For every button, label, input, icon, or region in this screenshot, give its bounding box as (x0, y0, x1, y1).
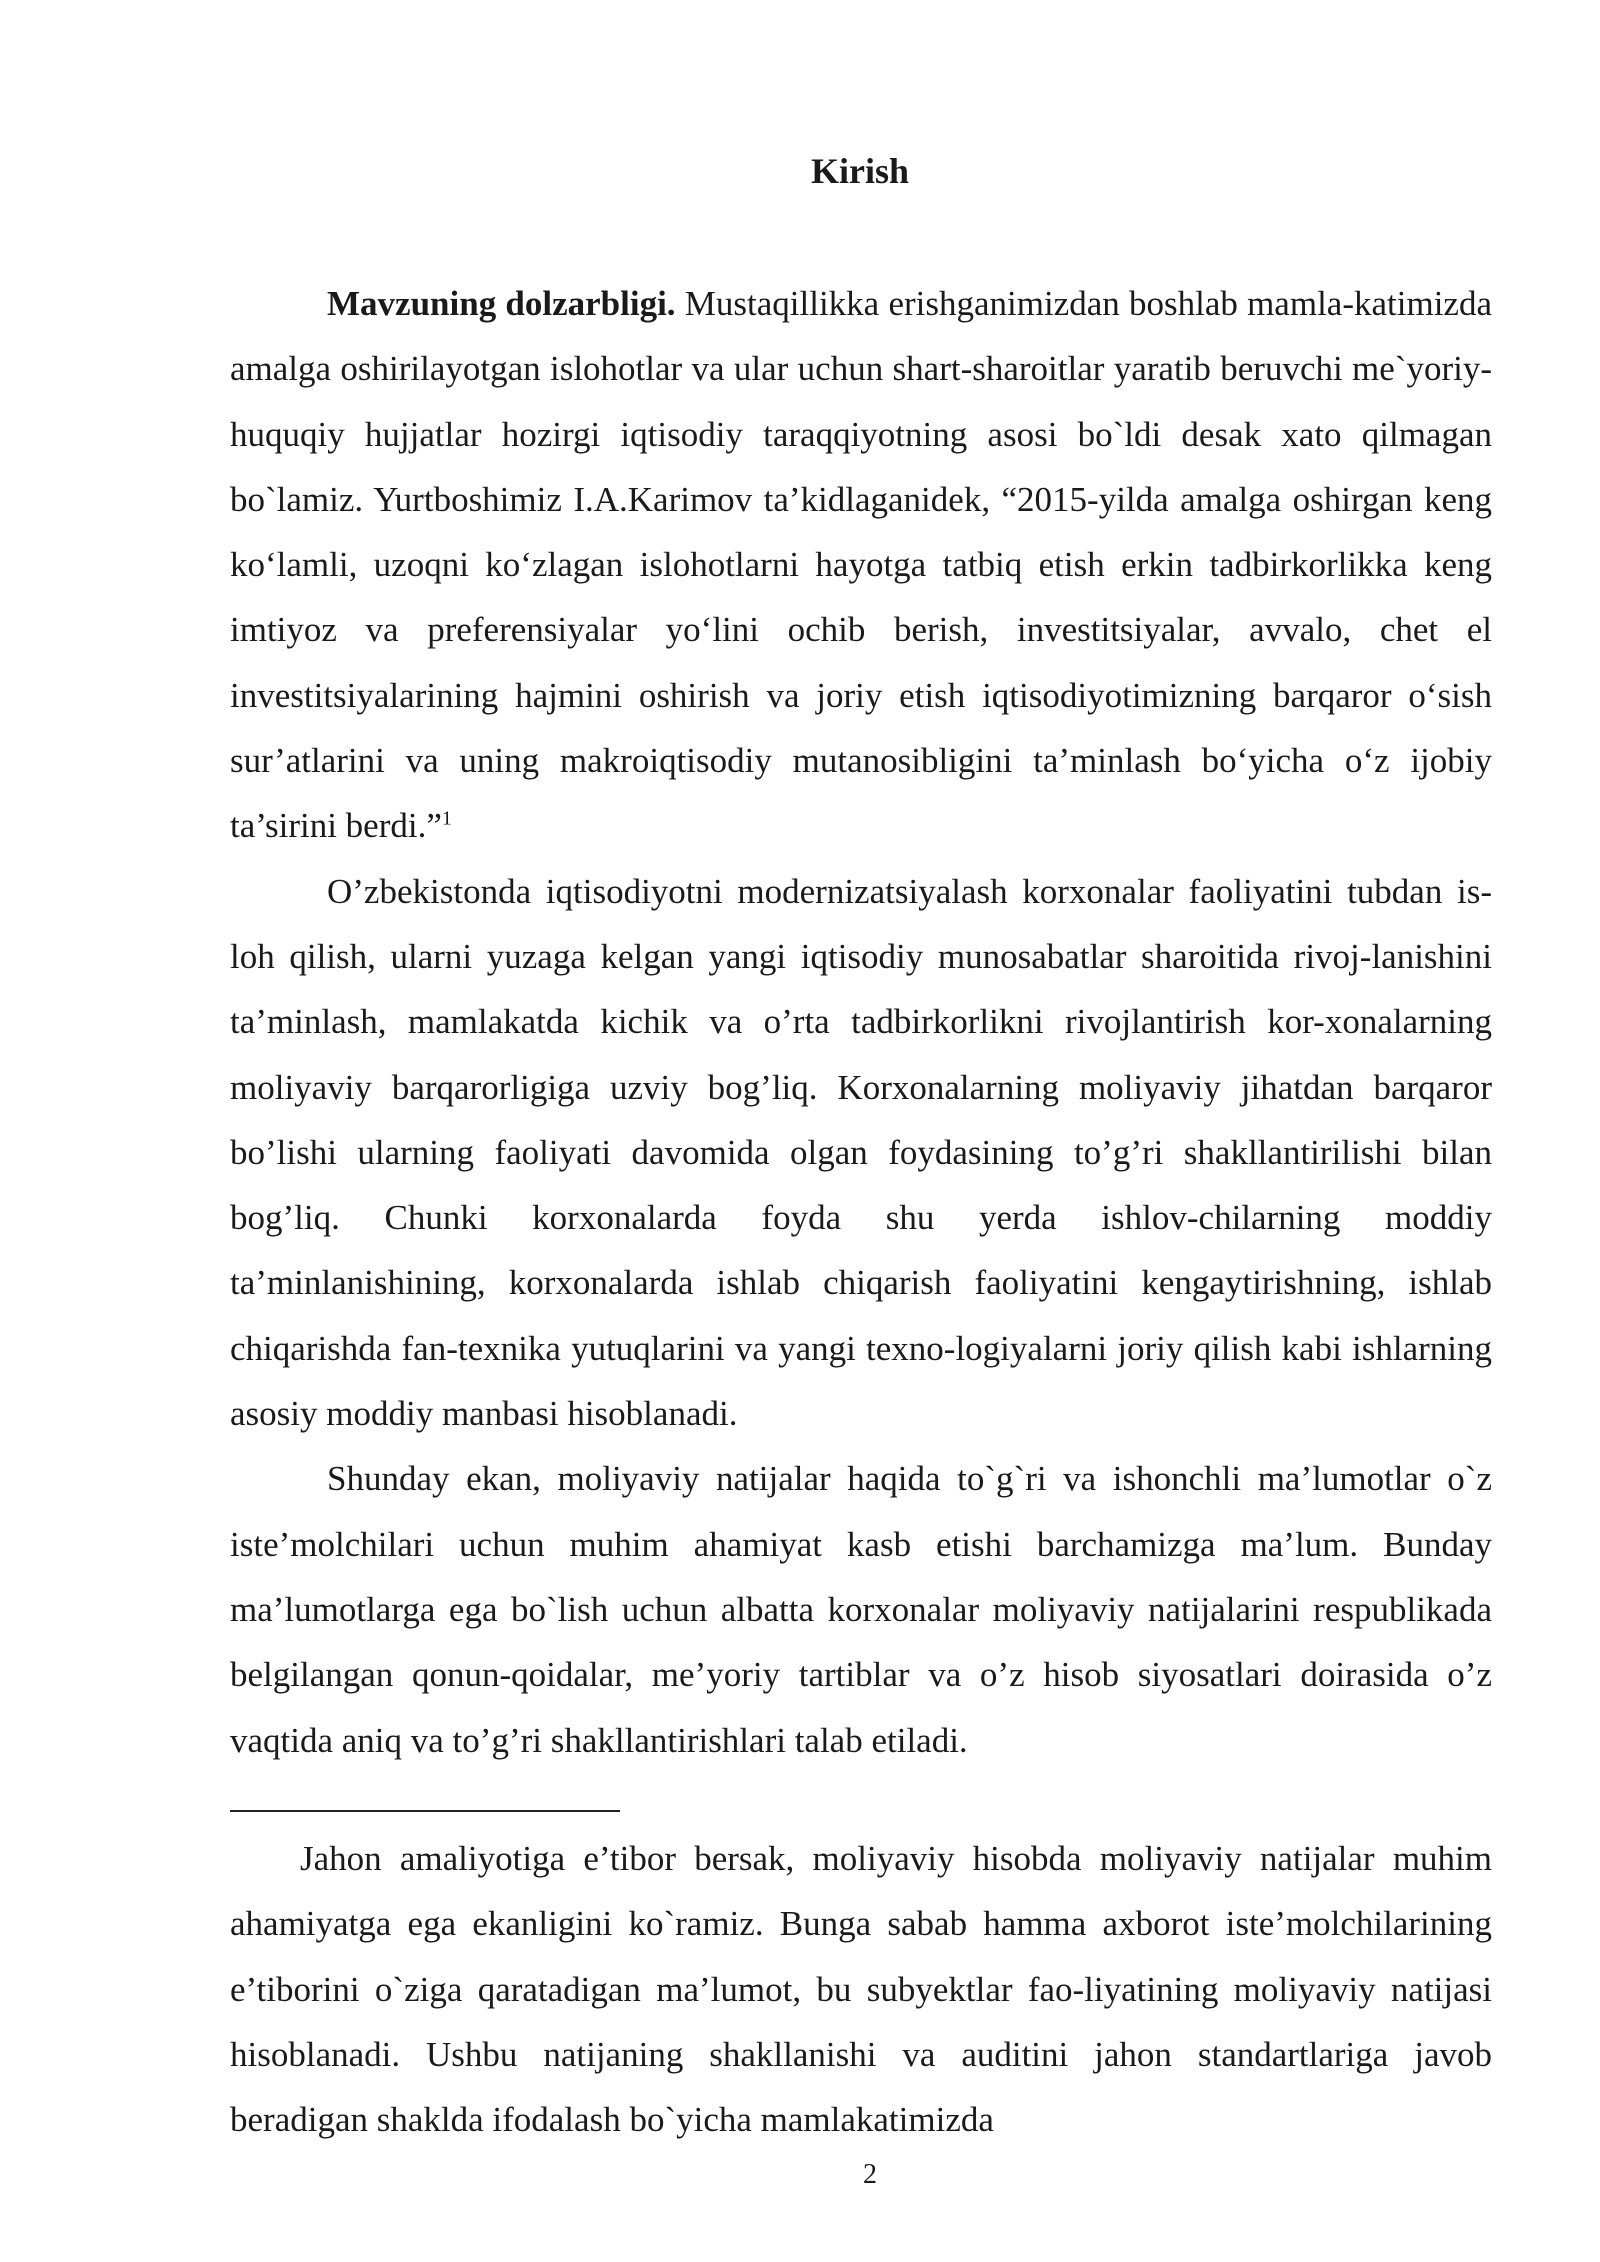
paragraph-world-practice: Jahon amaliyotiga e’tibor bersak, moliyaviy hisobda moliyaviy natijalar muhim ahamiyatga ega ekanligini ko`ramiz. Bunga sabab hamma axborot iste’molchilarining e’tiborini o`ziga qaratadigan ma’lumot, bu subyektlar fao-liyatining moliyaviy natijasi hisoblanadi. Ushbu natijaning shakllanishi va auditini jahon standartlariga javob beradigan shaklda ifodalash bo`yicha mamlakatimizda (230, 1839, 1492, 2140)
lower-text-block (230, 1826, 1492, 2152)
paragraph-modernization: O’zbekistonda iqtisodiyotni modernizatsiyalash korxonalar faoliyatini tubdan is-loh qilish, ularni yuzaga kelgan yangi iqtisodiy munosabatlar sharoitida rivoj-lanishini ta’minlash, mamlakatda kichik va o’rta tadbirkorlikni rivojlantirish kor-xonalarning moliyaviy barqarorligiga uzviy bog’liq. Korxonalarning moliyaviy jihatdan barqaror bo’lishi ularning faoliyati davomida olgan foydasining to’g’ri shakllantirilishi bilan bog’liq. Chunki korxonalarda foyda shu yerda ishlov-chilarning moddiy ta’minlanishining, korxonalarda ishlab chiqarish faoliyatini kengaytirishning, ishlab chiqarishda fan-texnika yutuqlarini va yangi texno-logiyalarni joriy qilish kabi ishlarning asosiy moddiy manbasi hisoblanadi. (230, 871, 1492, 1434)
paragraph-financial-results: Shunday ekan, moliyaviy natijalar haqida to`g`ri va ishonchli ma’lumotlar o`z iste’molchilari uchun muhim ahamiyat kasb etishi barchamizga ma’lum. Bunday ma’lumotlarga ega bo`lish uchun albatta korxonalar moliyaviy natijalarini respublikada belgilangan qonun-qoidalar, me’yoriy tartiblar va o’z hisob siyosatlari doirasida o’z vaqtida aniq va to’g’ri shakllantirishlari talab etiladi. (230, 1459, 1492, 1760)
footnote-separator (230, 1810, 620, 1812)
page-number: 2 (863, 2159, 877, 2190)
footnote-reference: 1 (441, 807, 452, 830)
main-text (230, 271, 1492, 1773)
paragraph-lead: Mavzuning dolzarbligi. (327, 284, 676, 323)
paragraph-text: Mustaqillikka erishganimizdan boshlab mamla-katimizda amalga oshirilayotgan islohotlar va ular uchun shart-sharoitlar yaratib beruvchi me`yoriy-huquqiy hujjatlar hozirgi iqtisodiy taraqqiyotning asosi bo`ldi desak xato qilmagan bo`lamiz. Yurtboshimiz I.A.Karimov ta’kidlaganidek, “2015-yilda amalga oshirgan keng ko‘lamli, uzoqni ko‘zlagan islohotlarni hayotga tatbiq etish erkin tadbirkorlikka keng imtiyoz va preferensiyalar yo‘lini ochib berish, investitsiyalar, avvalo, chet el investitsiyalarining hajmini oshirish va joriy etish iqtisodiyotimizning barqaror o‘sish sur’atlarini va uning makroiqtisodiy mutanosibligini ta’minlash bo‘yicha o‘z ijobiy ta’sirini berdi.” (230, 284, 1492, 846)
page-title: Kirish (810, 151, 909, 191)
paragraph-relevance (230, 271, 1492, 859)
